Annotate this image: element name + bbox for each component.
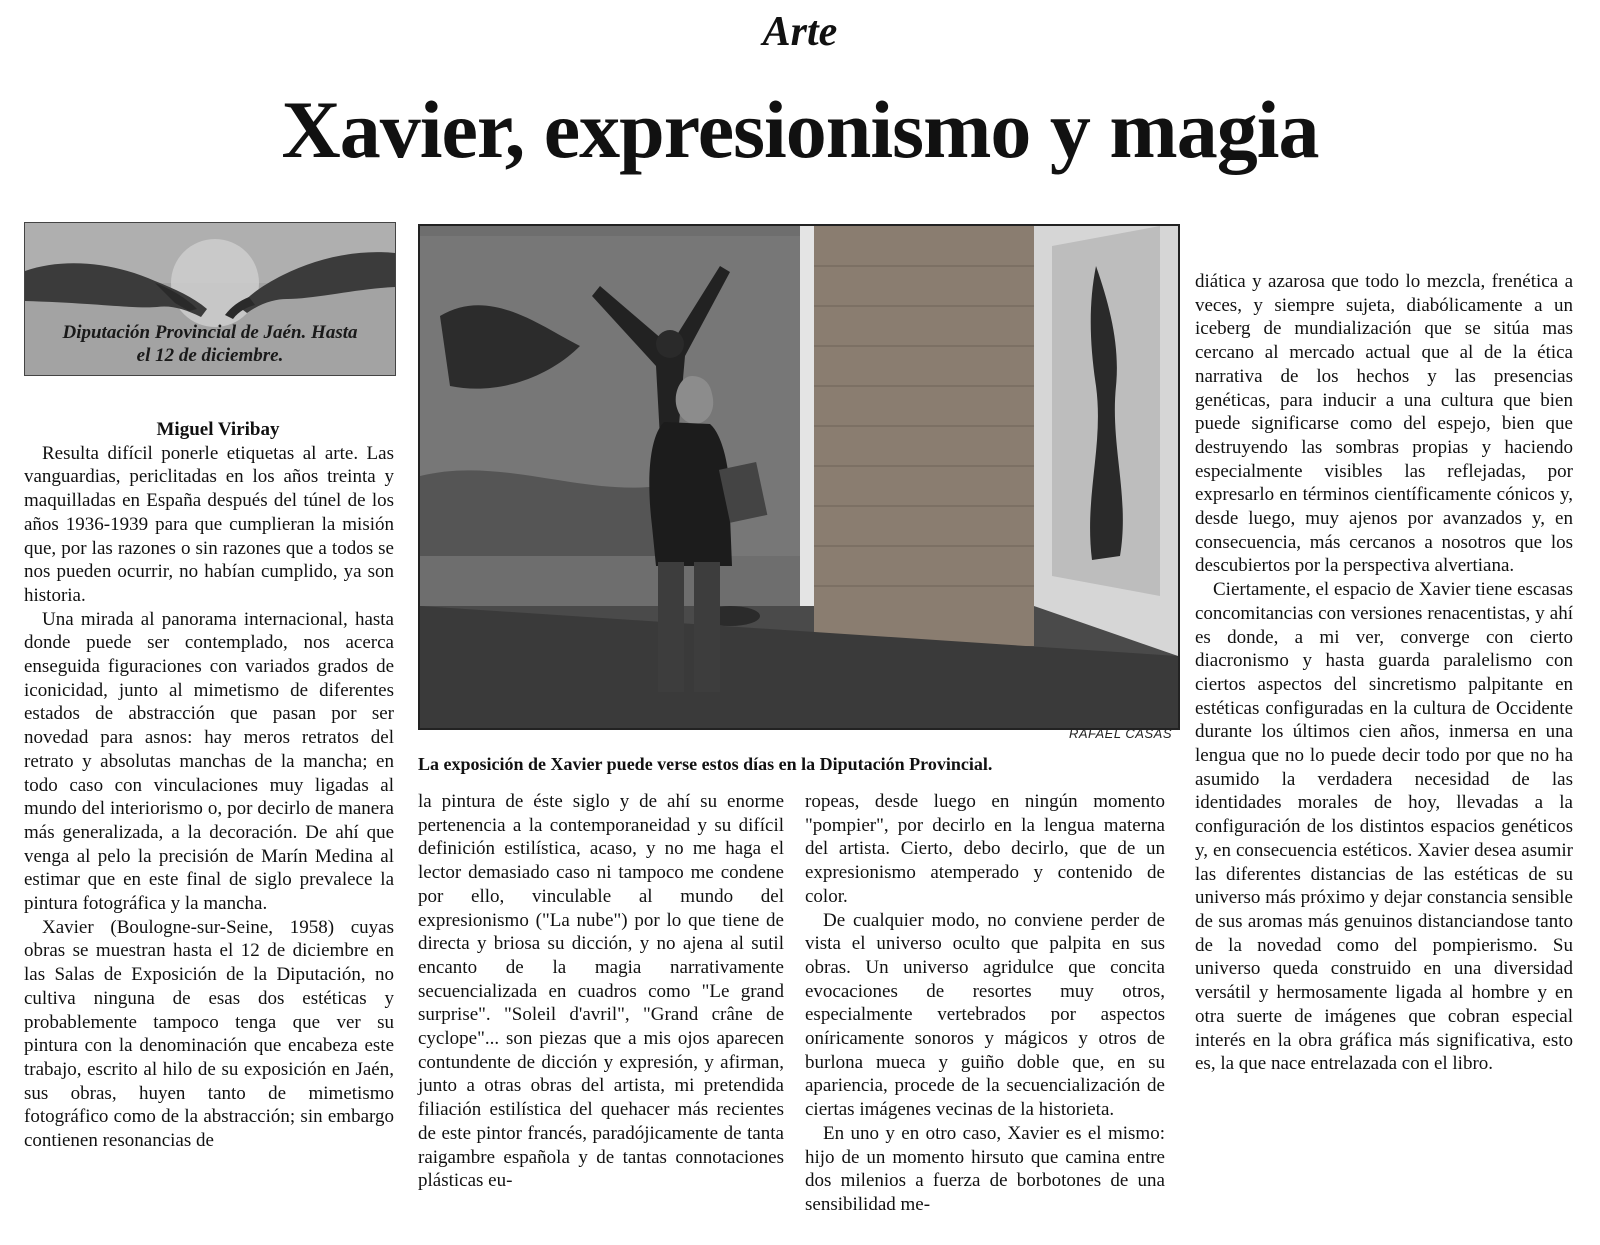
paragraph: diática y azarosa que todo lo mezcla, frenética a veces, y siempre sujeta, diabólicamente a un iceberg de mundialización que se sitúa mas cercano al mercado actual que al de la ética narrativa de los hechos y las presencias genéticas, para inducir a una cultura que bien puede significarse como del espejo, bien que destruyendo las sombras propias y haciendo especialmente visibles las reflejadas, por expresarlo en términos científicamente cónicos y, desde luego, muy ajenos por avanzados y, en consecuencia, más cercanos a nosotros que los descubiertos por la perspectiva alvertiana. xyxy=(1195,271,1573,577)
paragraph: Resulta difícil ponerle etiquetas al arte. Las vanguardias, periclitadas en los años treinta y maquilladas en España después del túnel de los años 1936-1939 para que cumplieran la misión que, por las razones o sin razones que a todos se nos pueden ocurrir, no habían cumplido, ya son historia. xyxy=(24,442,394,606)
headline: Xavier, expresionismo y magia xyxy=(281,84,1319,175)
article-column-4 xyxy=(1195,270,1573,1076)
article-column-2 xyxy=(418,790,784,1193)
paragraph: De cualquier modo, no conviene perder de vista el universo oculto que palpita en sus obras. Un universo agridulce que concita evocaciones de resortes muy otros, especialmente vertebrados por aspectos oníricamente sonoros y mágicos y otros de burlona mueca y guiño doble que, en su apariencia, procede de la secuencialización de ciertas imágenes vecinas de la historieta. xyxy=(805,909,1165,1121)
inset-caption xyxy=(25,321,395,367)
photo-caption: La exposición de Xavier puede verse estos días en la Diputación Provincial. xyxy=(418,754,993,774)
gallery-photo-image xyxy=(420,226,1178,728)
byline: Miguel Viribay xyxy=(156,419,280,440)
paragraph: Una mirada al panorama internacional, hasta donde puede ser contemplado, nos acerca enseguida figuraciones con variados grados de iconicidad, junto al mimetismo de diferentes estados de abstracción que pasan por ser novedad para asnos: hay meros retratos del retrato y absolutas manchas de la mancha; en todo caso con vinculaciones muy ligadas al mundo del interiorismo o, por decirlo de manera más generalizada, a la decoración. De ahí que venga al pelo la precisión de Marín Medina al estimar que en este final de siglo prevalece la pintura fotográfica y la mancha. xyxy=(24,608,394,915)
inset-caption-line-2: el 12 de diciembre. xyxy=(136,345,284,366)
paragraph: Ciertamente, el espacio de Xavier tiene escasas concomitancias con versiones renacentistas, y ahí es donde, a mi ver, converge con cierto diacronismo y hasta guarda paralelismo con ciertos aspectos del sincretismo palpitante en estéticas configuradas en la cultura de Occidente durante los últimos cien años, inmersa en una lengua que no lo puede decir todo por que no ha asumido la verdadera necesidad de las identidades morales de hoy, llevadas a la configuración de los distintos espacios genéticos y, en consecuencia estéticos. Xavier desea asumir las diferentes distancias de las estéticas de su universo más próximo y dejar constancia sensible de sus aromas más genuinos distanciandose tanto de la novedad como del pompierismo. Su universo queda construido en una diversidad versátil y hermosamente ligada al hombre y en otra suerte de imágenes que cobran especial interés en la obra gráfica más significativa, esto es, la que nace entrelazada con el libro. xyxy=(1195,579,1573,1075)
photo-credit: RAFAEL CASAS xyxy=(1068,726,1172,741)
section-label: Arte xyxy=(762,9,838,55)
paragraph: la pintura de éste siglo y de ahí su enorme pertenencia a la contemporaneidad y su difícil definición estilística, acaso, y no me haga el lector demasiado caso ni tampoco me condene por ello, vinculable al mundo del expresionismo ("La nube") por lo que tiene de directa y briosa su dicción, y no ajena al sutil encanto de la magia narrativamente secuencializada en cuadros como "Le grand surprise". "Soleil d'avril", "Grand crâne de cyclope"... son piezas que a mis ojos aparecen contundente de dicción y expresión, y afirman, junto a otras obras del artista, mi pretendida filiación estilística del quehacer más recientes de este pintor francés, paradójicamente de tanta raigambre española y de tantas connotaciones plásticas eu- xyxy=(418,791,784,1192)
paragraph: Xavier (Boulogne-sur-Seine, 1958) cuyas obras se muestran hasta el 12 de diciembre en las Salas de Exposición de la Diputación, no cultiva ninguna de esas dos estéticas y probablemente tampoco tenga que ver su pintura con la denominación que encabeza este trabajo, escrito al hilo de su exposición en Jaén, sus obras, huyen tanto de mimetismo fotográfico como de la abstracción; sin embargo contienen resonancias de xyxy=(24,916,394,1152)
paragraph: ropeas, desde luego en ningún momento "pompier", por decirlo en la lengua materna del artista. Cierto, debo decirlo, que de un expresionismo atemperado y contenido de color. xyxy=(805,791,1165,907)
gallery-photo xyxy=(418,224,1180,730)
paragraph: En uno y en otro caso, Xavier es el mismo: hijo de un momento hirsuto que camina entre dos milenios a fuerza de borbotones de una sensibilidad me- xyxy=(805,1122,1165,1215)
inset-illustration xyxy=(24,222,396,376)
inset-caption-line-1: Diputación Provincial de Jaén. Hasta xyxy=(62,322,358,343)
article-column-3 xyxy=(805,790,1165,1217)
article-column-1 xyxy=(24,418,394,1153)
